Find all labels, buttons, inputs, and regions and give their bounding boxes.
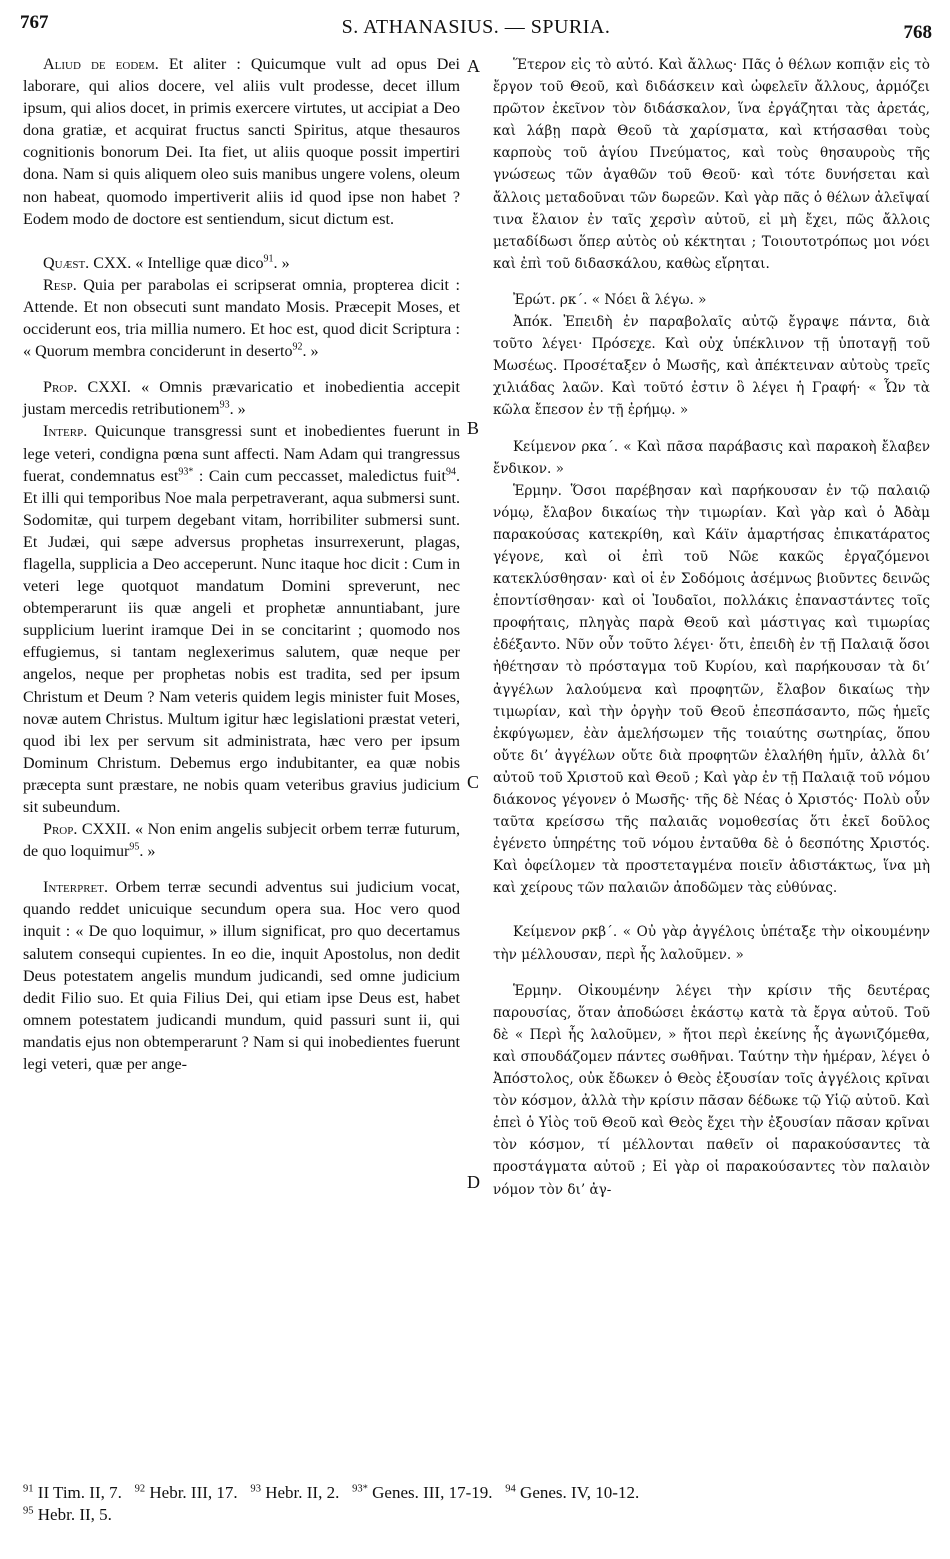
footnote-text: II Tim. II, 7. [33, 1483, 122, 1502]
running-title: S. ATHANASIUS. — SPURIA. [341, 16, 611, 38]
paragraph-text: « Non enim angelis subjecit orbem terræ futurum, de quo loquimur [23, 821, 461, 861]
latin-paragraph [23, 819, 460, 863]
footnote-number: 93 [250, 1483, 261, 1495]
margin-letter-b: B [467, 418, 480, 438]
latin-paragraph [23, 253, 460, 275]
latin-paragraph [23, 275, 460, 363]
footnotes [23, 1482, 932, 1526]
section-head: Interpret. [43, 879, 108, 897]
greek-paragraph: Κείμενον ρκα΄. « Καὶ πᾶσα παράβασις καὶ παρακοὴ ἔλαβεν ἔνδικον. » [493, 438, 930, 477]
greek-column [493, 54, 930, 1201]
footnote-number: 93* [352, 1483, 368, 1495]
footnote-line [23, 1504, 932, 1526]
section-head: Prop. CXXI. [43, 379, 131, 397]
paragraph-text: Quia per parabolas ei scripserat omnia, propterea dicit : Attende. Et non obsecuti sunt mandato Mosis. Præcepit Moses, et occiderunt eos, tria millia numero. Et hoc est, quod dicit Scriptura : « Quorum membra conciderunt in deserto [23, 276, 460, 361]
paragraph-text: Et aliter : Quicumque vult ad opus Dei laborare, qui alios docere, vel aliis vult prodesse, decet illum ipsum, qui alios docet, in primis exercere virtutes, ut accipiat a Deo dona gratiæ, et acquirat fructus sancti Spiritus, atque thesauros cognitionis bonorum Dei. Ita fiet, ut aliis quoque possit impertiri dona. Nam si quis aliquem oleo suis manibus ungere volens, oleum non habeat, quomodo impertiverit aliis id quod ipse non habet ? Eodem modo de doctore est sentiendum, sicut dictum est. [23, 56, 460, 228]
paragraph-text: « Intellige quæ dico [131, 254, 264, 272]
paragraph-text: . » [229, 401, 246, 419]
latin-column [23, 54, 460, 1076]
latin-paragraph [23, 421, 460, 819]
section-head: Prop. CXXII. [43, 821, 131, 839]
footnote-text: Hebr. III, 17. [145, 1483, 238, 1502]
page-number-left: 767 [20, 12, 49, 33]
section-head: Interp. [43, 423, 88, 441]
page-number-right: 768 [903, 22, 932, 43]
footnote-ref: 91 [263, 253, 274, 265]
paragraph-text: . Et illi qui temporibus Noe mala perpetraverant, aqua submersi sunt. Sodomitæ, qui turpem degebant vitam, horribiliter submersi sunt. Et Judæi, qui sæpe adversus prophetas insurrexerunt, plagas, flagella, supplicia a Deo acceperunt. Nunc itaque hoc dicit : Cum in veteri lege quotquot mandatum Domini spreverunt, nec obtemperarunt iis quæ angeli et prophetæ annuntiabant, jure supplicium luerint iramque Dei in se concitarint ; quomodo nos effugiemus, si tantam neglexerimus salutem, quæ neque per angelos, neque per prophetas nobis est tradita, sed per ipsum Christum et Deum ? Nam veteris quidem legis minister fuit Moses, novæ autem Christus. Multum igitur hæc legislationi præstat veteri, quod ibi lex per servum sit administrata, hæc vero per ipsum Dominum Christum. Debemus ergo indubitanter, ea quæ nobis præcepta sunt præstare, ne nobis quam veteribus gravius judicium sit subeundum. [23, 467, 461, 816]
margin-letter-d: D [467, 1172, 480, 1192]
footnote-text: Hebr. II, 2. [260, 1483, 340, 1502]
greek-paragraph: Ἑρμην. Οἰκουμένην λέγει τὴν κρίσιν τῆς δευτέρας παρουσίας, ὅταν ἀποδώσει ἑκάστῳ κατὰ τὰ ἔργα αὐτοῦ. Τοῦ δὲ « Περὶ ἧς λαλοῦμεν, » ἤτοι περὶ ἐκείνης ἧς ἀγωνιζόμεθα, καὶ σπουδάζομεν πάντες σωθῆναι. Ταύτην τὴν ἡμέραν, λέγει ὁ Ἀπόστολος, οὐκ ἔδωκεν ὁ Θεὸς ἐξουσίαν τοῖς ἀγγέλοις κρῖναι τὸν κόσμον, ἀλλὰ τὴν κρίσιν πᾶσαν δέδωκε τῷ Υἱῷ αὐτοῦ. Καὶ ἐπεὶ ὁ Υἱὸς τοῦ Θεοῦ καὶ Θεὸς ἔχει τὴν ἐξουσίαν πᾶσαν κρῖναι τὸν κόσμον, τί μέλλονται παθεῖν οἱ παρακούσαντες τὰ προστάγματα αὐτοῦ ; Εἰ γὰρ οἱ παρακούσαντες τὸν παλαιὸν νόμον τὸν δι’ ἀγ- [493, 982, 930, 1198]
paragraph-text: . » [273, 254, 290, 272]
footnote-ref: 93* [178, 466, 194, 478]
section-head: Aliud de eodem. [43, 56, 159, 73]
section-head: Quæst. CXX. [43, 254, 132, 272]
footnote-text: Genes. IV, 10-12. [515, 1483, 640, 1502]
paragraph-text: : Cain cum peccasset, maledictus fuit [193, 467, 447, 485]
paragraph-text: Quicunque transgressi sunt et inobedientes fuerunt in lege veteri, condigna pœna sunt affecti. Nam Adam qui trangressus fuerat, condemnatus est [23, 423, 460, 485]
latin-paragraph [23, 877, 460, 1076]
footnote-number: 92 [134, 1483, 146, 1495]
footnote-ref: 95 [129, 841, 140, 853]
footnote-number: 94 [505, 1483, 516, 1495]
paragraph-text: Orbem terræ secundi adventus sui judicium vocat, quando reddet unicuique secundum opera sua. Hoc vero quod inquit : « De quo loquimur, » illum significat, pro quo decertamus salutem consequi cupientes. In eo die, inquit Apostolus, non dedit Deus potestatem angelis mundum judicandi, sed omne judicium dedit Filio suo. Et quia Filius Dei, qui etiam ipse Deus est, habet omnem potestatem judicandi mundum, quid passuri sunt ii, qui mandatis ejus non obtemperarunt ? Nam si qui inobedientes fuerunt legi veteri, quæ per ange- [23, 879, 460, 1074]
paragraph-text: . » [302, 343, 319, 361]
greek-paragraph: Ἀπόκ. Ἐπειδὴ ἐν παραβολαῖς αὐτῷ ἔγραψε πάντα, διὰ τοῦτο λέγει· Πρόσεχε. Καὶ οὐχ ὑπέκλινον τῇ ὑποταγῇ τοῦ Μωσέως. Προσέταξεν ὁ Μωσῆς, καὶ ἀπέκτειναν αὐτοὺς τρεῖς χιλιάδας λαῶν. Καὶ τοῦτό ἐστιν ὃ λέγει ἡ Γραφή· « Ὧν τὰ κῶλα ἔπεσον ἐν τῇ ἐρήμῳ. » [493, 314, 930, 419]
greek-paragraph: Ἐρώτ. ρκ΄. « Νόει ἃ λέγω. » [513, 291, 707, 308]
margin-letter-a: A [467, 56, 480, 76]
footnote-number: 95 [23, 1505, 34, 1517]
latin-paragraph [23, 54, 460, 231]
greek-paragraph: Ἑρμην. Ὅσοι παρέβησαν καὶ παρήκουσαν ἐν τῷ παλαιῷ νόμῳ, ἔλαβον δικαίως τὴν τιμωρίαν. Καὶ γὰρ καὶ ὁ Ἀδὰμ παρακούσας κατεκρίθη, καὶ Κάϊν ἁμαρτήσας ἐπικατάρατος γέγονε, καὶ οἱ ἐπὶ τοῦ Νῶε κακῶς ἐργαζόμενοι κατεκλύσθησαν· καὶ οἱ ἐν Σοδόμοις ἀσέμνως βιοῦντες δεινῶς ἐποντίσθησαν· καὶ οἱ Ἰουδαῖοι, πολλάκις ἐπαναστάντες τοῖς προφήταις, πληγὰς παρὰ Θεοῦ καὶ μάστιγας καὶ τιμωρίας ἐδέξαντο. Νῦν οὖν τοῦτο λέγει· ὅτι, ἐπειδὴ ἐν τῇ Παλαιᾷ ὅσοι ἠθέτησαν τὸ πρόσταγμα τοῦ Κυρίου, καὶ παρήκουσαν τὰ δι’ ἀγγέλων λαλούμενα καὶ προφητῶν, ἔλαβον δικαίως τὴν τιμωρίαν, καὶ τὴν ὀργὴν τοῦ Θεοῦ ἐπεσπάσαντο, πῶς ἡμεῖς ἐκφύγωμεν, ἐὰν ἀμελήσωμεν τῆς τοιαύτης σωτηρίας, ὅπου οὔτε δι’ ἀγγέλων οὔτε διὰ προφητῶν ἐλαλήθη ἡμῖν, ἀλλὰ δι’ αὐτοῦ τοῦ Χριστοῦ καὶ Θεοῦ ; Καὶ γὰρ ἐν τῇ Παλαιᾷ τοῦ νόμου διάκονος γέγονεν ὁ Μωσῆς· τῆς δὲ Νέας ὁ Χριστός· Πολὺ οὖν ταῦτα κρείσσω τῆς παλαιᾶς νομοθεσίας ὅτι ἐκεῖ δοῦλος ἐγένετο ὑπηρέτης τοῦ νόμου ἐνταῦθα δὲ ὁ δεσπότης Χριστός. Καὶ ὀφείλομεν τὰ προστεταγμένα ποιεῖν ἀδιστάκτως, ἵνα μὴ καὶ χείρους τῶν παλαιῶν ἀποδῶμεν τὰς εὐθύνας. [493, 482, 930, 897]
page-header [20, 6, 932, 46]
margin-letter-c: C [467, 772, 480, 792]
section-head: Resp. [43, 276, 77, 294]
paragraph-text: . » [139, 843, 156, 861]
footnote-number: 91 [23, 1483, 34, 1495]
footnote-ref: 93 [219, 399, 230, 411]
paragraph-text: « Omnis prævaricatio et inobedientia accepit justam mercedis retributionem [23, 379, 460, 419]
footnote-ref: 92 [292, 341, 303, 353]
greek-paragraph: Κείμενον ρκβ΄. « Οὐ γὰρ ἀγγέλοις ὑπέταξε τὴν οἰκουμένην τὴν μέλλουσαν, περὶ ἧς λαλοῦμεν. » [493, 924, 930, 963]
latin-paragraph [23, 377, 460, 421]
footnote-text: Hebr. II, 5. [33, 1505, 112, 1524]
greek-paragraph: Ἕτερον εἰς τὸ αὐτό. Καὶ ἄλλως· Πᾶς ὁ θέλων κοπιᾷν εἰς τὸ ἔργον τοῦ Θεοῦ, καὶ διδάσκειν καὶ ὠφελεῖν ἄλλους, ἁρμόζει πρῶτον ἐκεῖνον τὸν διδάσκαλον, ἵνα ἐργάζηται τὰς ἀρετάς, καὶ λάβῃ παρὰ Θεοῦ τὰ χαρίσματα, καὶ κτήσασθαι τοὺς καρποὺς τοῦ ἁγίου Πνεύματος, καὶ τοὺς θησαυροὺς τῆς γνώσεως τῶν ἀγαθῶν τοῦ Θεοῦ· καὶ τότε δυνήσεται καὶ ἄλλοις μεταδοῦναι τῶν δωρεῶν. Καὶ γὰρ πᾶς ὁ θέλων ἀλεῖψαί τινα ἔλαιον ἐν ταῖς χερσὶν αὐτοῦ, εἰ μὴ ἔχει, πῶς ἄλλοις μεταδίδωσι ὅπερ αὐτὸς οὐ κέκτηται ; Τοιουτοτρόπως μοι νόει καὶ ἐπὶ τοῦ διδασκάλου, καθὼς εἴρηται. [493, 57, 930, 272]
footnote-ref: 94 [446, 466, 456, 478]
footnote-text: Genes. III, 17-19. [367, 1483, 493, 1502]
footnote-line [23, 1482, 932, 1504]
